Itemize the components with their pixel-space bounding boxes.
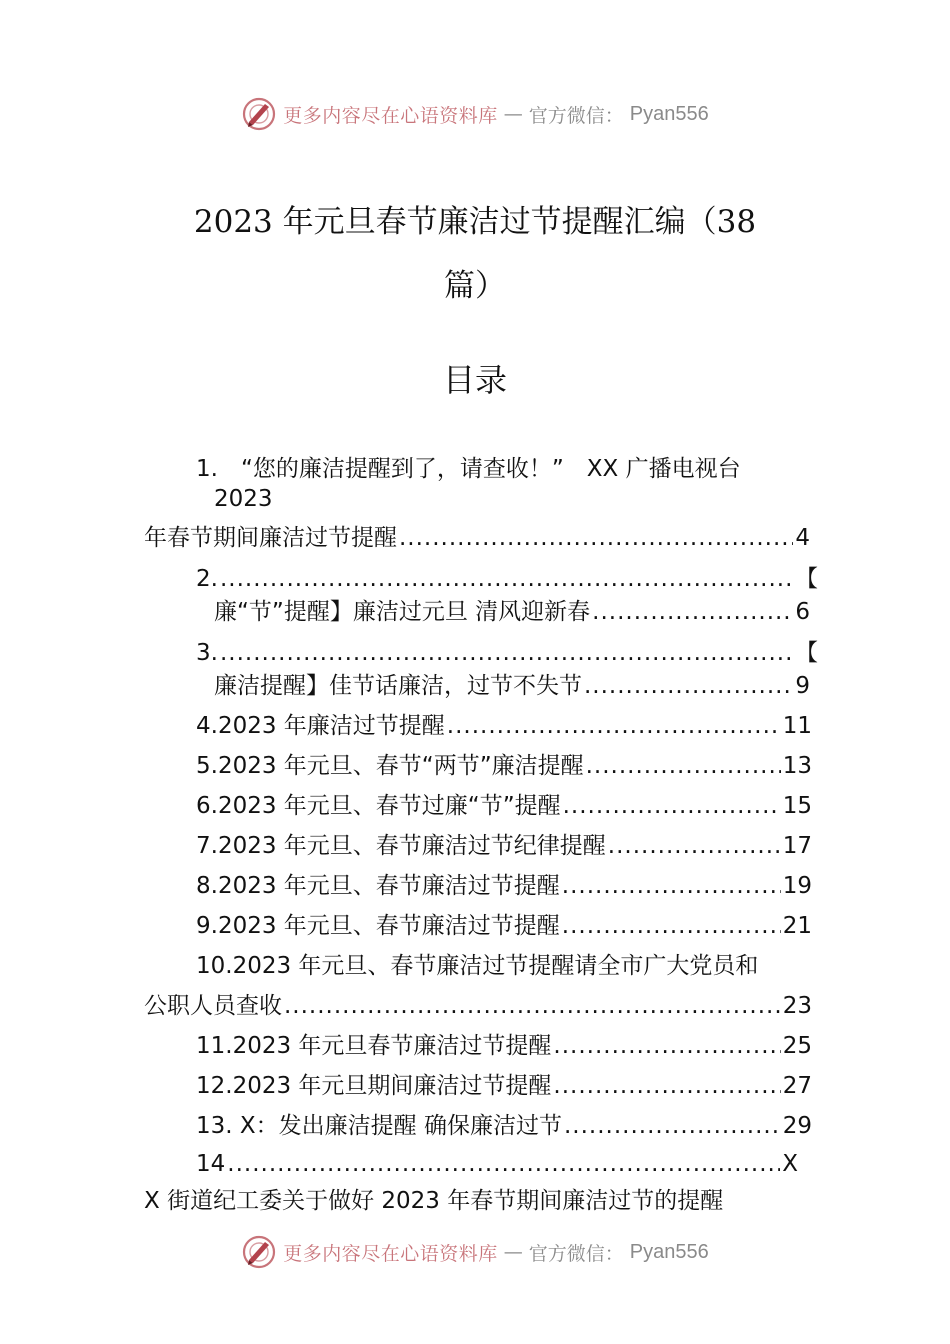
toc-leader-dots [553,1028,780,1064]
banner-text: 更多内容尽在心语资料库 [283,104,498,127]
toc-item-11[interactable] [196,1028,812,1064]
toc-item-2-number: 2. [196,566,218,592]
toc-item-7[interactable] [196,828,812,864]
toc-item-13[interactable] [196,1108,812,1144]
toc-item-6[interactable] [196,788,812,824]
toc-item-3-number: 3. [196,640,218,666]
toc-item-13-page: 29 [782,1113,812,1139]
toc-item-13-title: 13. X：发出廉洁提醒 确保廉洁过节 [196,1113,562,1139]
toc-leader-dots [227,1146,780,1182]
toc-leader-dots [220,561,793,597]
toc-item-12-page: 27 [782,1073,812,1099]
toc-heading: 目录 [442,361,507,399]
toc-item-10-page: 23 [782,993,812,1019]
toc-item-10-line1[interactable]: 10.2023 年元旦、春节廉洁过节提醒请全市广大党员和 [196,953,759,979]
banner-separator: — [503,103,523,125]
toc-item-8-title: 8.2023 年元旦、春节廉洁过节提醒 [196,873,560,899]
toc-leader-dots [564,1108,781,1144]
toc-item-2-page: 6 [795,599,810,625]
toc-leader-dots [399,520,793,556]
toc-item-4-page: 11 [782,713,812,739]
toc-leader-dots [562,908,781,944]
toc-leader-dots [553,1068,780,1104]
banner-wechat-id: Pyan556 [629,1240,709,1263]
toc-item-1-line1[interactable]: 1. “您的廉洁提醒到了，请查收！” XX 广播电视台 [196,456,741,482]
toc-item-9-title: 9.2023 年元旦、春节廉洁过节提醒 [196,913,560,939]
toc-item-6-title: 6.2023 年元旦、春节过廉“节”提醒 [196,793,561,819]
toc-leader-dots [220,635,793,671]
toc-item-5-title: 5.2023 年元旦、春节“两节”廉洁提醒 [196,753,584,779]
toc-item-3-page: 9 [795,673,810,699]
toc-item-5[interactable] [196,748,812,784]
toc-item-11-title: 11.2023 年元旦春节廉洁过节提醒 [196,1033,552,1059]
toc-item-4[interactable] [196,708,812,744]
toc-leader-dots [584,668,793,704]
toc-leader-dots [586,748,781,784]
toc-item-2-bracket: 【 [795,566,818,592]
toc-item-3-bracket: 【 [795,640,818,666]
toc-leader-dots [562,868,781,904]
toc-item-6-page: 15 [782,793,812,819]
toc-item-14-line1[interactable] [196,1146,798,1182]
toc-leader-dots [608,828,781,864]
banner-wechat-label: 官方微信： [528,104,624,127]
toc-item-2-line1[interactable] [196,561,818,597]
toc-leader-dots [284,988,781,1024]
toc-item-2[interactable] [214,594,810,630]
document-title-line2: 篇） [444,268,506,304]
toc-item-3-line1[interactable] [196,635,818,671]
toc-item-10[interactable] [144,988,812,1024]
toc-item-12[interactable] [196,1068,812,1104]
toc-item-7-title: 7.2023 年元旦、春节廉洁过节纪律提醒 [196,833,606,859]
toc-item-4-title: 4.2023 年廉洁过节提醒 [196,713,445,739]
toc-item-2-title: 廉“节”提醒】廉洁过元旦 清风迎新春 [214,599,591,625]
toc-item-14-number: 14 [196,1151,226,1177]
toc-item-8[interactable] [196,868,812,904]
toc-leader-dots [563,788,781,824]
footer-watermark-banner [0,1232,950,1272]
toc-item-3-title: 廉洁提醒】佳节话廉洁，过节不失节 [214,673,582,699]
toc-item-12-title: 12.2023 年元旦期间廉洁过节提醒 [196,1073,552,1099]
banner-text: 更多内容尽在心语资料库 [283,1242,498,1265]
toc-item-7-page: 17 [782,833,812,859]
toc-item-8-page: 19 [782,873,812,899]
toc-leader-dots [447,708,781,744]
toc-item-9[interactable] [196,908,812,944]
toc-item-1-page: 4 [795,525,810,551]
toc-item-9-page: 21 [782,913,812,939]
toc-item-1-title: 年春节期间廉洁过节提醒 [144,525,397,551]
banner-separator: — [503,1241,523,1263]
toc-leader-dots [592,594,793,630]
toc-item-1[interactable] [144,520,810,556]
toc-item-14-tail: X [782,1151,798,1177]
toc-item-3[interactable] [214,668,810,704]
toc-item-11-page: 25 [782,1033,812,1059]
toc-item-10-title: 公职人员查收 [144,993,282,1019]
banner-wechat-label: 官方微信： [528,1242,624,1265]
toc-item-5-page: 13 [782,753,812,779]
toc-item-14-title[interactable]: X 街道纪工委关于做好 2023 年春节期间廉洁过节的提醒 [144,1188,724,1214]
toc-item-1-line2[interactable]: 2023 [214,486,273,512]
banner-wechat-id: Pyan556 [629,102,709,125]
brand-logo-icon [241,1234,277,1270]
document-title-line1: 2023 年元旦春节廉洁过节提醒汇编（38 [193,204,757,240]
